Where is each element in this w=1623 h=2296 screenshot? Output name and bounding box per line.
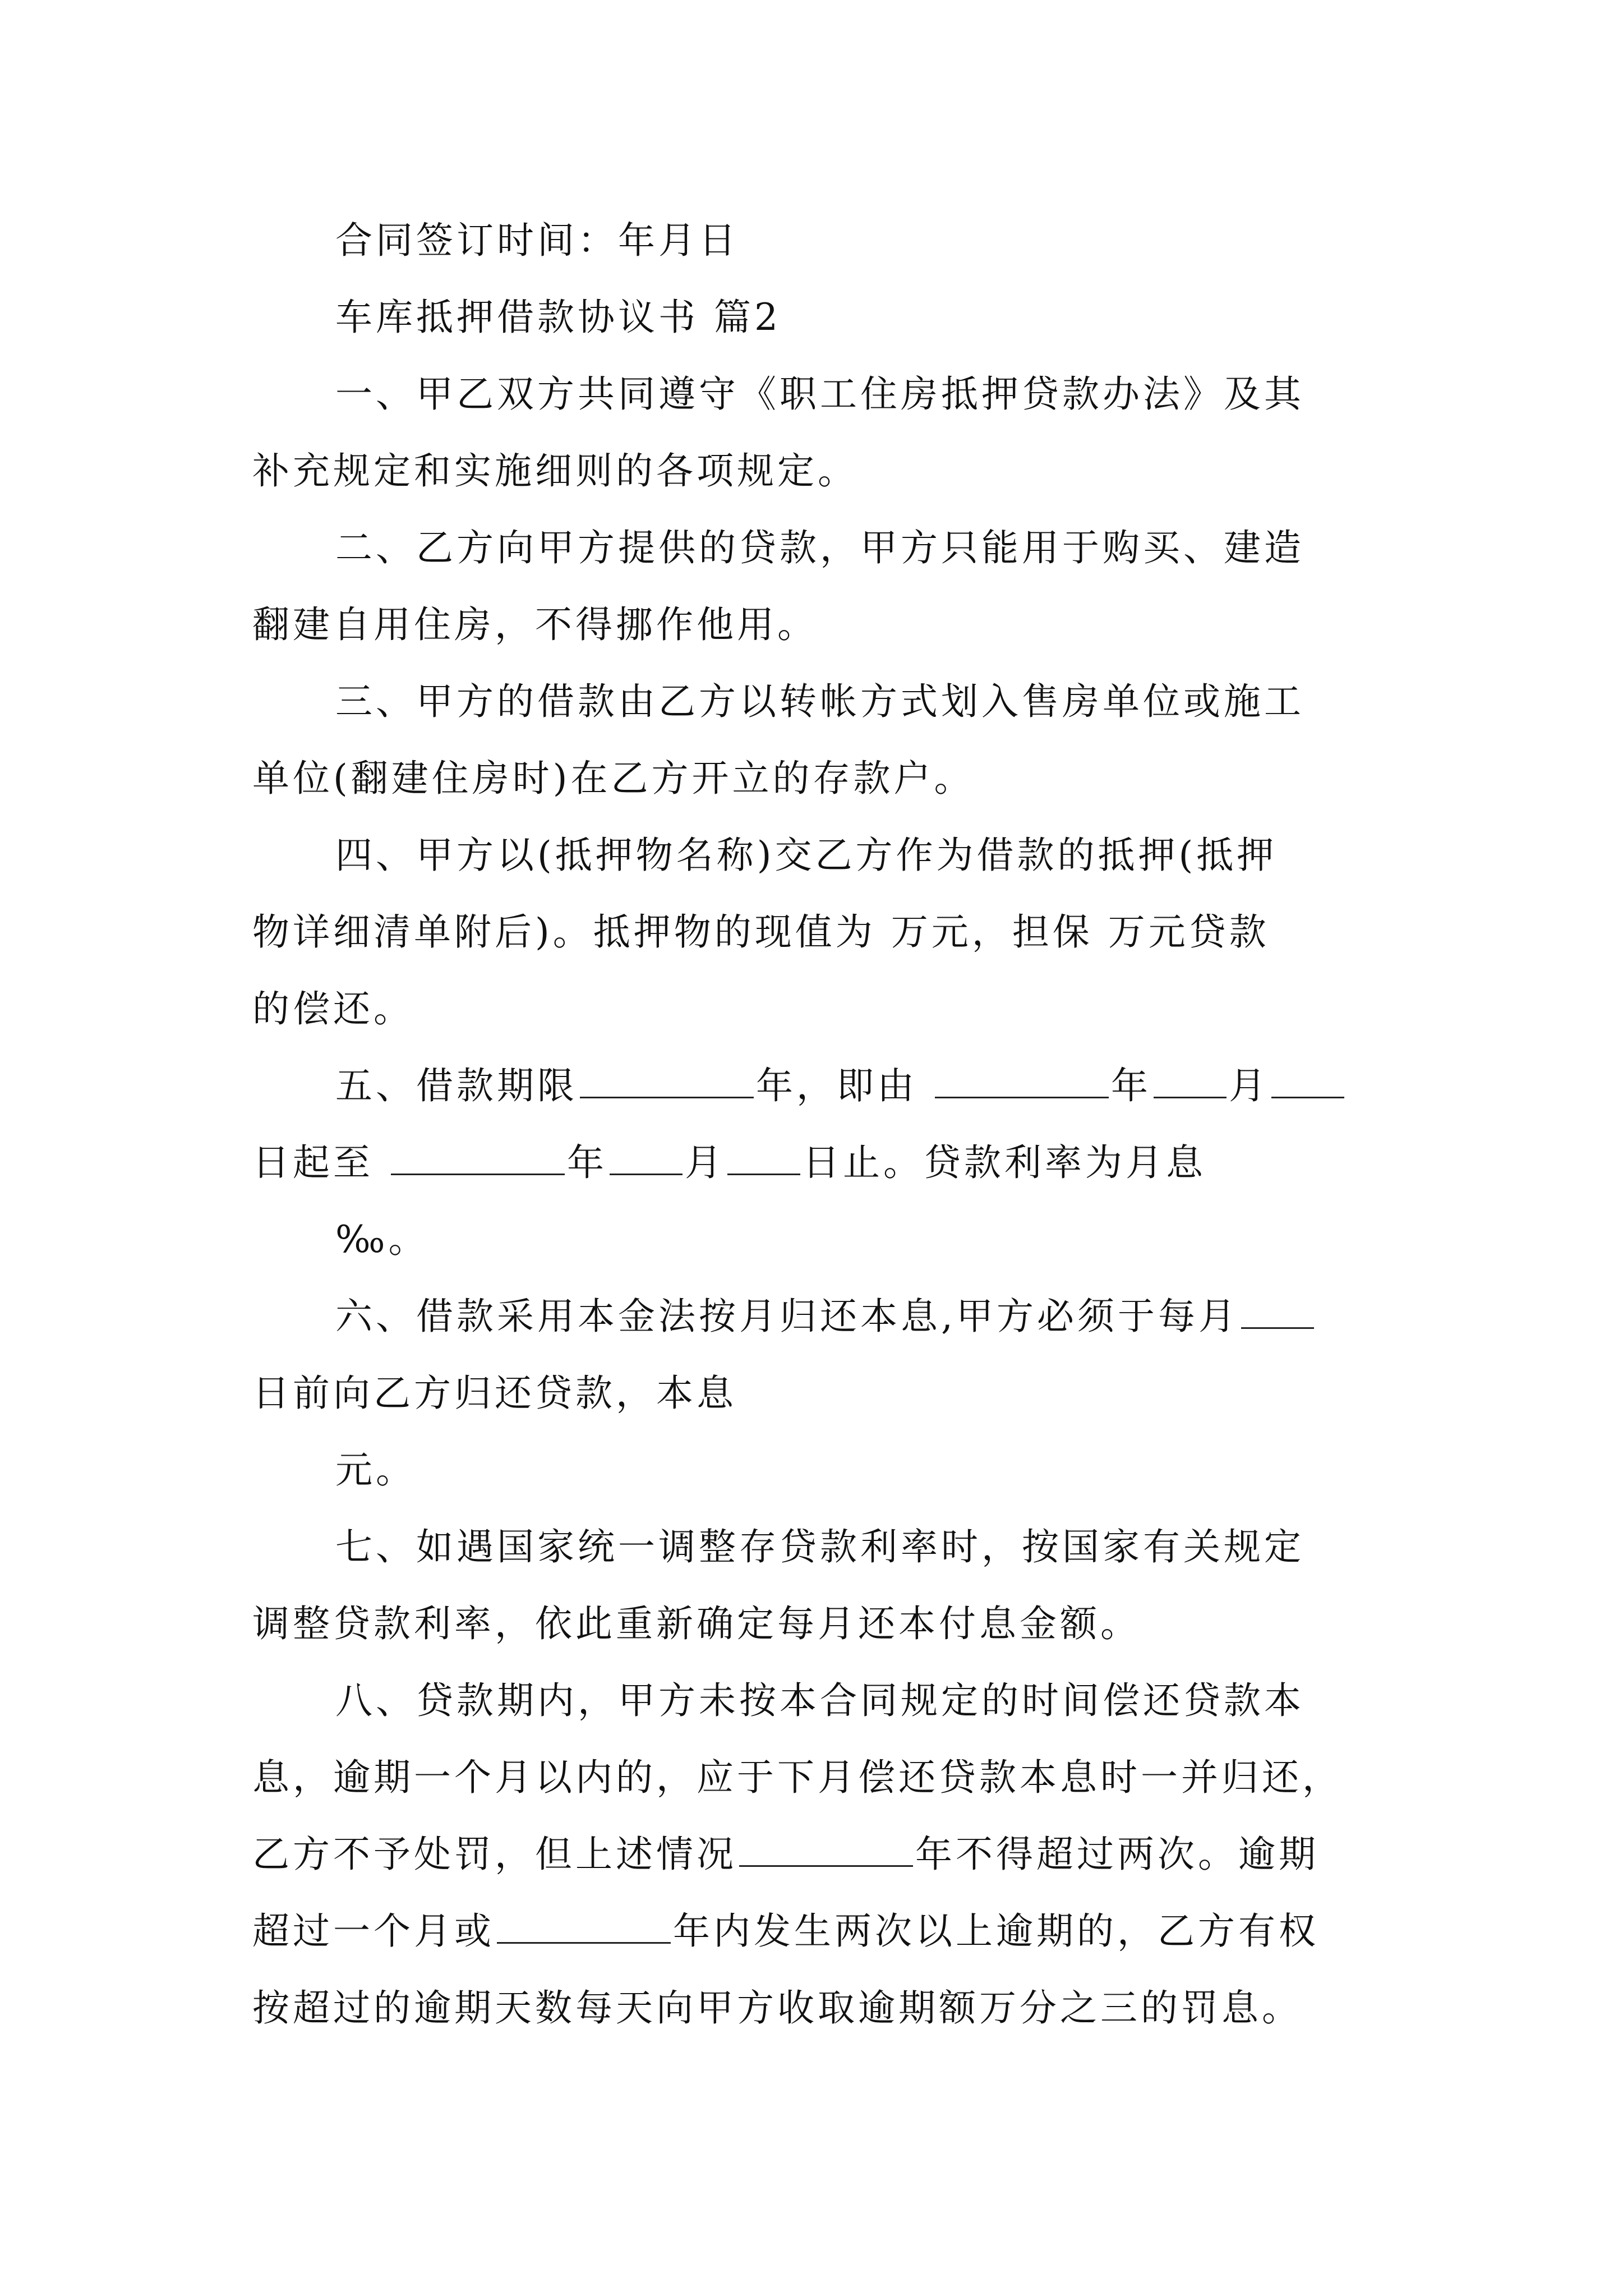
loan-term-blank — [580, 1066, 754, 1098]
clause-5-text: 年 — [1110, 1064, 1151, 1107]
clause-7-line-1: 七、如遇国家统一调整存贷款利率时，按国家有关规定 — [335, 1525, 1304, 1568]
clause-3-line-1: 三、甲方的借款由乙方以转帐方式划入售房单位或施工 — [335, 680, 1304, 723]
end-month-blank — [610, 1143, 683, 1175]
clause-5-text: 月 — [684, 1141, 725, 1184]
clause-8-line-5: 按超过的逾期天数每天向甲方收取逾期额万分之三的罚息。 — [252, 1986, 1302, 2030]
clause-8-line-1: 八、贷款期内，甲方未按本合同规定的时间偿还贷款本 — [335, 1679, 1304, 1722]
clause-3-line-2: 单位(翻建住房时)在乙方开立的存款户。 — [252, 757, 975, 800]
clause-1-line-1: 一、甲乙双方共同遵守《职工住房抵押贷款办法》及其 — [335, 372, 1304, 416]
clause-4-line-3: 的偿还。 — [252, 987, 414, 1030]
document-body — [252, 202, 1402, 2046]
clause-8-text: 年不得超过两次。逾期 — [915, 1833, 1319, 1876]
clause-5-text: 日止。贷款利率为月息 — [802, 1141, 1206, 1184]
clause-5-text: 年 — [566, 1141, 607, 1184]
section-title: 车库抵押借款协议书 篇2 — [335, 296, 781, 339]
clause-6-line-3: 元。 — [335, 1448, 416, 1492]
clause-5-text: 年，即由 — [756, 1064, 933, 1107]
clause-5-text: 日起至 — [252, 1141, 389, 1184]
period-year-blank — [739, 1835, 913, 1867]
clause-7-line-2: 调整贷款利率，依此重新确定每月还本付息金额。 — [252, 1602, 1141, 1645]
clause-8-text: 年内发生两次以上逾期的，乙方有权 — [673, 1910, 1319, 1953]
start-day-blank — [1271, 1066, 1344, 1098]
clause-8-text: 乙方不予处罚，但上述情况 — [252, 1833, 737, 1876]
end-year-blank — [391, 1143, 565, 1175]
start-month-blank — [1154, 1066, 1227, 1098]
clause-2-line-2: 翻建自用住房，不得挪作他用。 — [252, 603, 818, 646]
clause-4-line-1: 四、甲方以(抵押物名称)交乙方作为借款的抵押(抵押 — [335, 834, 1278, 877]
clause-8-line-2: 息，逾期一个月以内的，应于下月偿还贷款本息时一并归还， — [252, 1756, 1343, 1799]
clause-1-line-2: 补充规定和实施细则的各项规定。 — [252, 449, 858, 493]
clause-8-text: 超过一个月或 — [252, 1910, 495, 1953]
clause-8-line-4 — [252, 1893, 1402, 1970]
clause-5-line-3: ‰。 — [335, 1218, 429, 1261]
clause-2-line-1: 二、乙方向甲方提供的贷款，甲方只能用于购买、建造 — [335, 526, 1304, 569]
clause-5-text: 五、借款期限 — [335, 1064, 578, 1107]
clause-4-line-2: 物详细清单附后)。抵押物的现值为 万元，担保 万元贷款 — [252, 910, 1270, 954]
monthly-day-blank — [1241, 1297, 1314, 1329]
clause-6-line-1 — [252, 1278, 1402, 1355]
clause-5-line-1 — [252, 1047, 1402, 1124]
start-year-blank — [935, 1066, 1109, 1098]
clause-5-text: 月 — [1228, 1064, 1269, 1107]
clause-6-text: 六、借款采用本金法按月归还本息,甲方必须于每月 — [335, 1295, 1239, 1338]
clause-8-line-3 — [252, 1816, 1402, 1893]
clause-6-line-2: 日前向乙方归还贷款，本息 — [252, 1372, 737, 1415]
signing-date-line: 合同签订时间：年月日 — [335, 219, 739, 262]
overdue-year-blank — [497, 1912, 671, 1944]
clause-5-line-2 — [252, 1124, 1402, 1201]
end-day-blank — [727, 1143, 800, 1175]
